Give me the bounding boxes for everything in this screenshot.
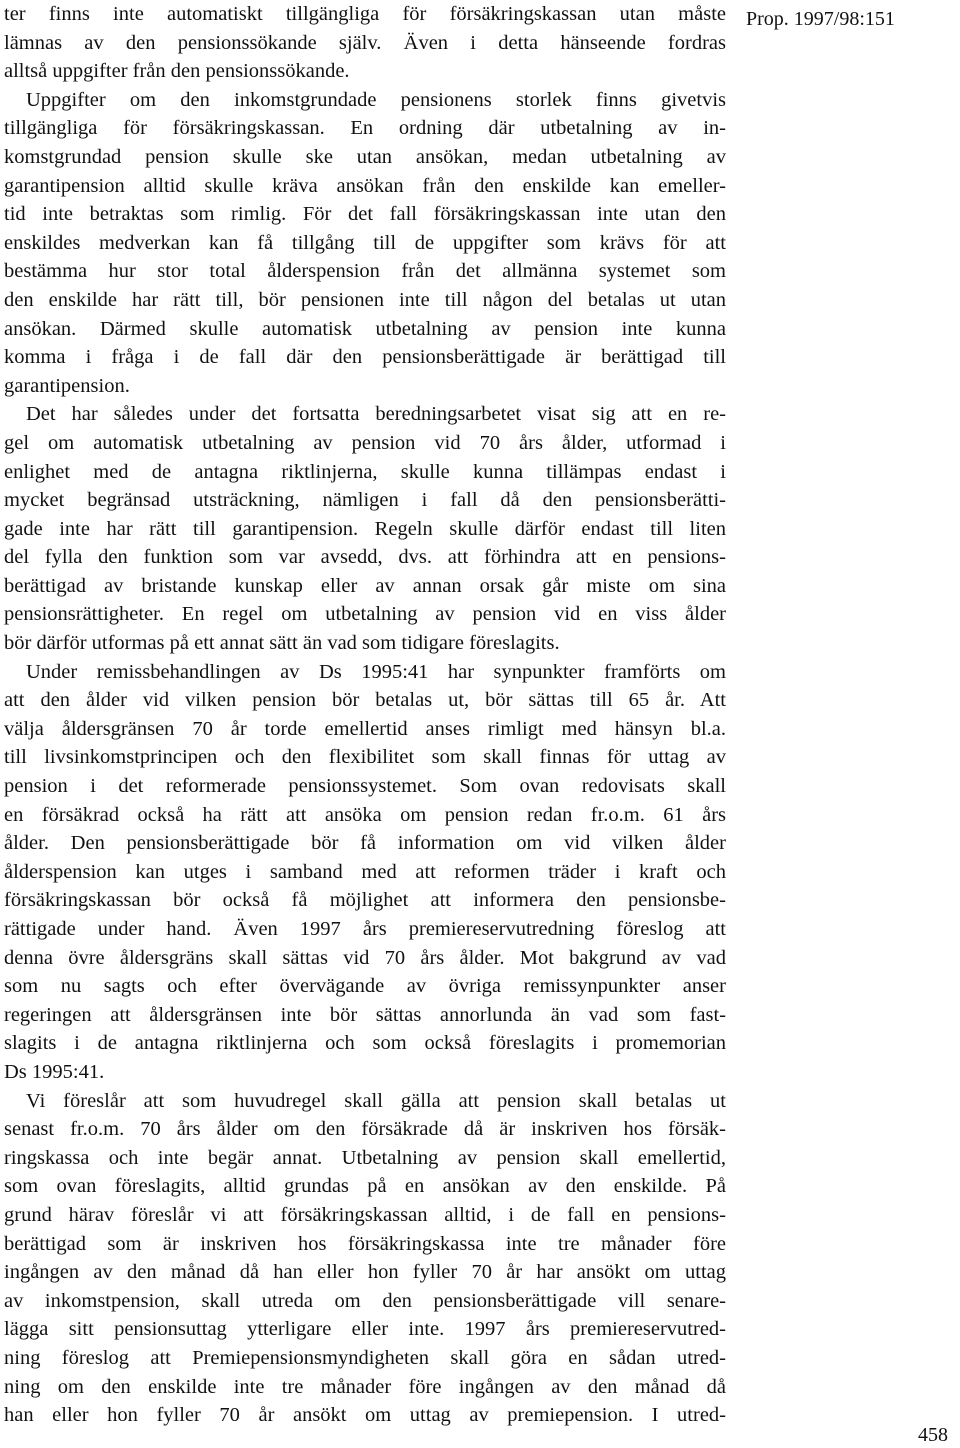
page-header-reference: Prop. 1997/98:151	[746, 8, 895, 30]
text-line: slagits i de antagna riktlinjerna och som också föreslagits i promemorian	[4, 1032, 726, 1055]
text-line: komma i fråga i de fall där den pensionsberättigade är berättigad till	[4, 346, 726, 369]
text-line: ingången av den månad då han eller hon fyller 70 år har ansökt om uttag	[4, 1261, 726, 1284]
text-line: den enskilde har rätt till, bör pensionen inte till någon del betalas ut utan	[4, 288, 726, 311]
text-line: Under remissbehandlingen av Ds 1995:41 har synpunkter framförts om	[26, 660, 726, 683]
text-line: enlighet med de antagna riktlinjerna, skulle kunna tillämpas endast i	[4, 460, 726, 483]
text-line: ning föreslog att Premiepensionsmyndigheten skall göra en sådan utred-	[4, 1346, 726, 1369]
text-line: som ovan föreslagits, alltid grundas på en ansökan av den enskilde. På	[4, 1175, 726, 1198]
text-line: pensionsrättigheter. En regel om utbetalning av pension vid en viss ålder	[4, 603, 726, 626]
text-line: regeringen att åldersgränsen inte bör sättas annorlunda än vad som fast-	[4, 1003, 726, 1026]
text-line: till livsinkomstprincipen och den flexibilitet som skall finnas för uttag av	[4, 746, 726, 769]
text-line: garantipension alltid skulle kräva ansökan från den enskilde kan emeller-	[4, 174, 726, 197]
text-line: garantipension.	[4, 374, 130, 397]
text-line: Uppgifter om den inkomstgrundade pensionens storlek finns givetvis	[26, 88, 726, 111]
text-line: ålderspension kan utges i samband med att reformen träder i kraft och	[4, 860, 726, 883]
text-line: som nu sagts och efter övervägande av övriga remissynpunkter anser	[4, 975, 726, 998]
text-line: en försäkrad också ha rätt att ansöka om pension redan fr.o.m. 61 års	[4, 803, 726, 826]
text-line: grund härav föreslår vi att försäkringskassan alltid, i de fall en pensions-	[4, 1203, 726, 1226]
text-line: Ds 1995:41.	[4, 1060, 105, 1083]
text-line: gel om automatisk utbetalning av pension vid 70 års ålder, utformad i	[4, 431, 726, 454]
text-line: ansökan. Därmed skulle automatisk utbetalning av pension inte kunna	[4, 317, 726, 340]
text-line: mycket begränsad utsträckning, nämligen i fall då den pensionsberätti-	[4, 489, 726, 512]
text-line: bestämma hur stor total ålderspension från det allmänna systemet som	[4, 260, 726, 283]
text-line: ålder. Den pensionsberättigade bör få information om vid vilken ålder	[4, 832, 726, 855]
text-line: komstgrundad pension skulle ske utan ansökan, medan utbetalning av	[4, 145, 726, 168]
text-line: tillgängliga för försäkringskassan. En ordning där utbetalning av in-	[4, 117, 726, 140]
text-line: denna övre åldersgräns skall sättas vid 70 års ålder. Mot bakgrund av vad	[4, 946, 726, 969]
body-text	[4, 0, 726, 1430]
text-line: lägga sitt pensionsuttag ytterligare eller inte. 1997 års premiereservutred-	[4, 1318, 726, 1341]
text-line: Vi föreslår att som huvudregel skall gälla att pension skall betalas ut	[26, 1089, 726, 1112]
text-line: försäkringskassan bör också få möjlighet att informera den pensionsbe-	[4, 889, 726, 912]
text-line: ter finns inte automatiskt tillgängliga för försäkringskassan utan måste	[4, 3, 726, 25]
text-line: att den ålder vid vilken pension bör betalas ut, bör sättas till 65 år. Att	[4, 689, 726, 712]
text-line: berättigad av bristande kunskap eller av annan orsak går miste om sina	[4, 574, 726, 597]
text-line: ringskassa och inte begär annat. Utbetalning av pension skall emellertid,	[4, 1146, 726, 1169]
text-line: tid inte betraktas som rimlig. För det fall försäkringskassan inte utan den	[4, 203, 726, 226]
text-line: ning om den enskilde inte tre månader före ingången av den månad då	[4, 1375, 726, 1398]
text-line: senast fr.o.m. 70 års ålder om den försäkrade då är inskriven hos försäk-	[4, 1118, 726, 1141]
text-line: enskildes medverkan kan få tillgång till de uppgifter som krävs för att	[4, 231, 726, 254]
page-number: 458	[918, 1424, 948, 1446]
text-line: rättigade under hand. Även 1997 års premiereservutredning föreslog att	[4, 918, 726, 940]
text-line: alltså uppgifter från den pensionssökande.	[4, 60, 350, 83]
text-line: välja åldersgränsen 70 år torde emellertid anses rimligt med hänsyn bl.a.	[4, 717, 726, 740]
text-line: pension i det reformerade pensionssystemet. Som ovan redovisats skall	[4, 775, 726, 798]
text-line: bör därför utformas på ett annat sätt än vad som tidigare föreslagits.	[4, 632, 560, 655]
text-line: han eller hon fyller 70 år ansökt om uttag av premiepension. I utred-	[4, 1404, 726, 1427]
text-line: gade inte har rätt till garantipension. Regeln skulle därför endast till liten	[4, 517, 726, 540]
text-line: av inkomstpension, skall utreda om den pensionsberättigade vill senare-	[4, 1289, 726, 1312]
text-line: Det har således under det fortsatta beredningsarbetet visat sig att en re-	[26, 403, 726, 426]
text-line: berättigad som är inskriven hos försäkringskassa inte tre månader före	[4, 1232, 726, 1255]
text-line: lämnas av den pensionssökande själv. Även i detta hänseende fordras	[4, 31, 726, 54]
text-line: del fylla den funktion som var avsedd, dvs. att förhindra att en pensions-	[4, 546, 726, 569]
